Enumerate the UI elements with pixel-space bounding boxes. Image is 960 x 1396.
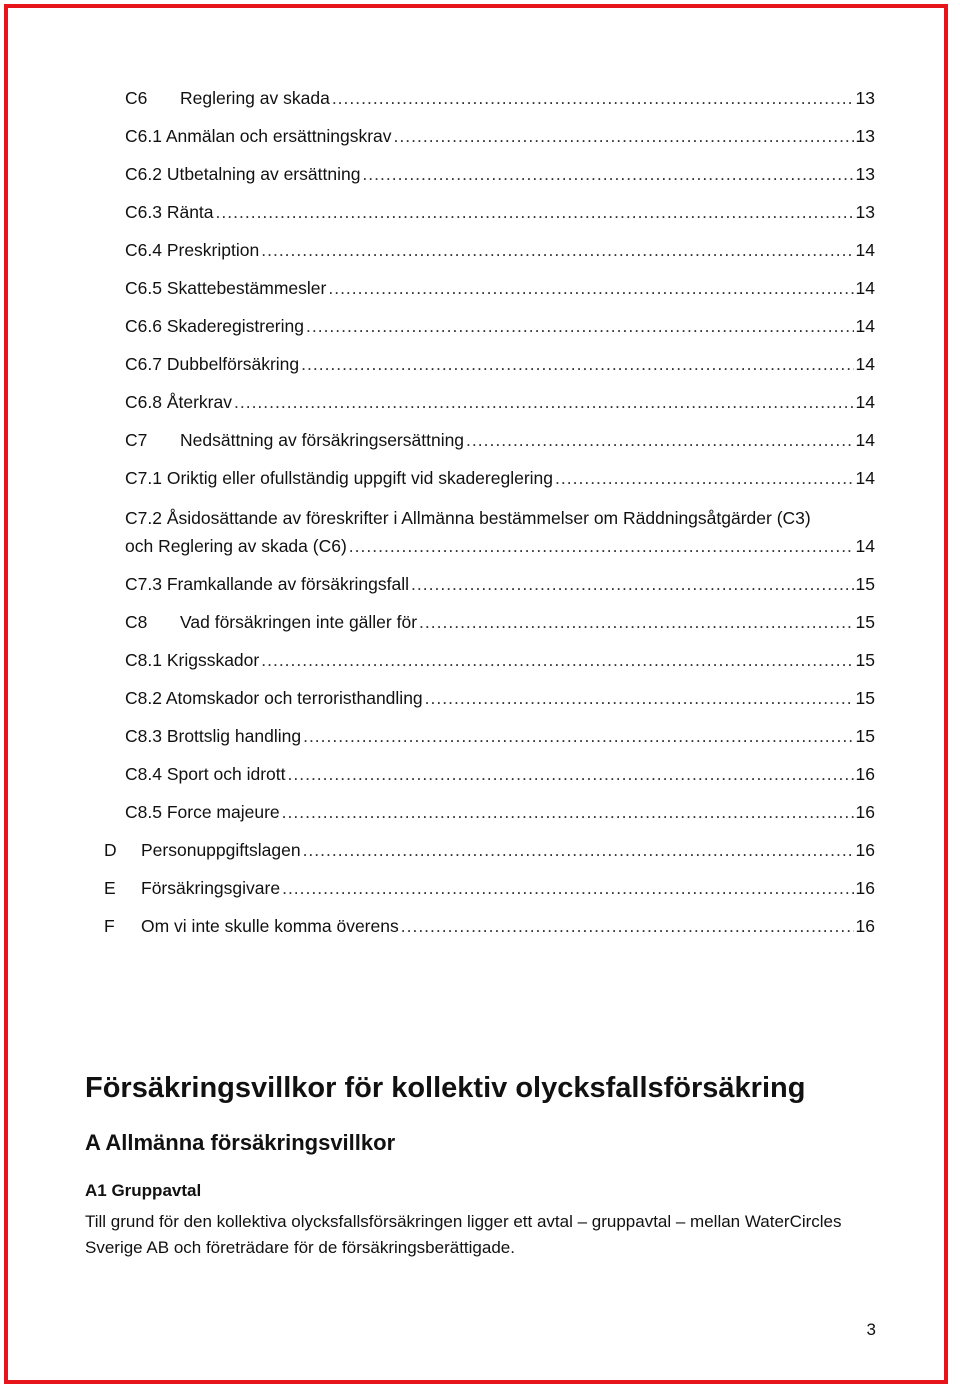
toc-number: C7 <box>125 430 148 450</box>
toc-entry-e[interactable] <box>104 876 875 900</box>
toc-page: 14 <box>855 354 875 374</box>
toc-title: C6.1 Anmälan och ersättningskrav <box>125 126 392 146</box>
toc-entry-c7-1[interactable] <box>125 466 875 490</box>
toc-leader <box>216 200 854 224</box>
document-title: Försäkringsvillkor för kollektiv olycksfallsförsäkring <box>85 1072 806 1104</box>
toc-leader <box>362 162 853 186</box>
toc-leader <box>306 314 854 338</box>
toc-title: C8.1 Krigsskador <box>125 650 260 670</box>
toc-page: 16 <box>855 840 875 860</box>
toc-page: 15 <box>855 650 875 670</box>
toc-entry-c6[interactable] <box>125 86 875 110</box>
toc-title: Nedsättning av försäkringsersättning <box>180 430 465 450</box>
toc-entry-c7-3[interactable] <box>125 572 875 596</box>
toc-entry-c6-1[interactable] <box>125 124 875 148</box>
toc-title: C8.2 Atomskador och terroristhandling <box>125 688 423 708</box>
toc-title: C7.3 Framkallande av försäkringsfall <box>125 574 410 594</box>
toc-title: C8.5 Force majeure <box>125 802 280 822</box>
toc-page: 13 <box>855 202 875 222</box>
toc-entry-c6-4[interactable] <box>125 238 875 262</box>
toc-entry-f[interactable] <box>104 914 875 938</box>
toc-leader <box>401 914 854 938</box>
toc-page: 16 <box>855 802 875 822</box>
toc-title: C6.3 Ränta <box>125 202 214 222</box>
toc-leader <box>261 238 853 262</box>
toc-leader <box>288 762 854 786</box>
toc-page: 16 <box>855 878 875 898</box>
toc-title: Reglering av skada <box>180 88 330 108</box>
toc-entry-c8-2[interactable] <box>125 686 875 710</box>
toc-title: Vad försäkringen inte gäller för <box>180 612 418 632</box>
toc-entry-c8-4[interactable] <box>125 762 875 786</box>
toc-leader <box>303 724 853 748</box>
toc-entry-c8-5[interactable] <box>125 800 875 824</box>
toc-leader <box>301 352 853 376</box>
toc-page: 16 <box>855 764 875 784</box>
toc-title: C6.7 Dubbelförsäkring <box>125 354 300 374</box>
toc-title: Personuppgiftslagen <box>141 840 301 860</box>
toc-title: C8.3 Brottslig handling <box>125 726 302 746</box>
toc-title: C6.6 Skaderegistrering <box>125 316 304 336</box>
toc-entry-c8-1[interactable] <box>125 648 875 672</box>
toc-entry-c6-7[interactable] <box>125 352 875 376</box>
toc-number: F <box>104 916 115 936</box>
toc-page: 14 <box>855 430 875 450</box>
toc-entry-c7-2[interactable] <box>125 534 875 558</box>
toc-entry-c6-3[interactable] <box>125 200 875 224</box>
toc-leader <box>419 610 854 634</box>
toc-title: Försäkringsgivare <box>141 878 281 898</box>
toc-title: C7.1 Oriktig eller ofullständig uppgift vid skadereglering <box>125 468 554 488</box>
toc-entry-c6-5[interactable] <box>125 276 875 300</box>
toc-leader <box>303 838 854 862</box>
toc-leader <box>349 534 854 558</box>
toc-entry-c6-6[interactable] <box>125 314 875 338</box>
toc-entry-c7[interactable] <box>125 428 875 452</box>
toc-entry-c8-3[interactable] <box>125 724 875 748</box>
toc-number: C6 <box>125 88 148 108</box>
toc-number: C8 <box>125 612 148 632</box>
toc-leader <box>555 466 854 490</box>
toc-page: 13 <box>855 126 875 146</box>
toc-page: 15 <box>855 726 875 746</box>
toc-page: 15 <box>855 574 875 594</box>
toc-leader <box>425 686 854 710</box>
toc-leader <box>282 876 853 900</box>
toc-leader <box>394 124 854 148</box>
toc-title: C6.2 Utbetalning av ersättning <box>125 164 361 184</box>
toc-entry-d[interactable] <box>104 838 875 862</box>
toc-page: 14 <box>855 278 875 298</box>
toc-page: 14 <box>855 316 875 336</box>
toc-leader <box>261 648 853 672</box>
toc-page: 14 <box>855 392 875 412</box>
toc-leader <box>328 276 853 300</box>
toc-number: E <box>104 878 116 898</box>
section-heading: A Allmänna försäkringsvillkor <box>85 1130 396 1155</box>
toc-page: 14 <box>855 240 875 260</box>
toc-leader <box>411 572 854 596</box>
toc-page: 15 <box>855 688 875 708</box>
toc-entry-c7-2-line1[interactable]: C7.2 Åsidosättande av föreskrifter i Allmänna bestämmelser om Räddningsåtgärder (C3) <box>125 508 811 528</box>
toc-page: 14 <box>855 468 875 488</box>
toc-title: Om vi inte skulle komma överens <box>141 916 399 936</box>
toc-title: C6.5 Skattebestämmesler <box>125 278 327 298</box>
subsection-heading: A1 Gruppavtal <box>85 1181 202 1200</box>
toc-page: 14 <box>855 536 875 556</box>
toc-page: 13 <box>855 164 875 184</box>
toc-leader <box>282 800 854 824</box>
toc-page: 15 <box>855 612 875 632</box>
toc-page: 13 <box>855 88 875 108</box>
toc-leader <box>466 428 853 452</box>
body-paragraph: Till grund för den kollektiva olycksfallsförsäkringen ligger ett avtal – gruppavtal – mellan WaterCircles Sverige AB och företrädare för de försäkringsberättigade. <box>85 1212 842 1257</box>
toc-title: och Reglering av skada (C6) <box>125 536 347 556</box>
toc-leader <box>234 390 854 414</box>
toc-entry-c6-8[interactable] <box>125 390 875 414</box>
toc-title: C6.8 Återkrav <box>125 392 232 412</box>
page-number: 3 <box>866 1320 876 1339</box>
toc-title: C8.4 Sport och idrott <box>125 764 286 784</box>
toc-title: C6.4 Preskription <box>125 240 260 260</box>
toc-entry-c6-2[interactable] <box>125 162 875 186</box>
toc-leader <box>332 86 854 110</box>
toc-number: D <box>104 840 117 860</box>
toc-page: 16 <box>855 916 875 936</box>
toc-entry-c8[interactable] <box>125 610 875 634</box>
